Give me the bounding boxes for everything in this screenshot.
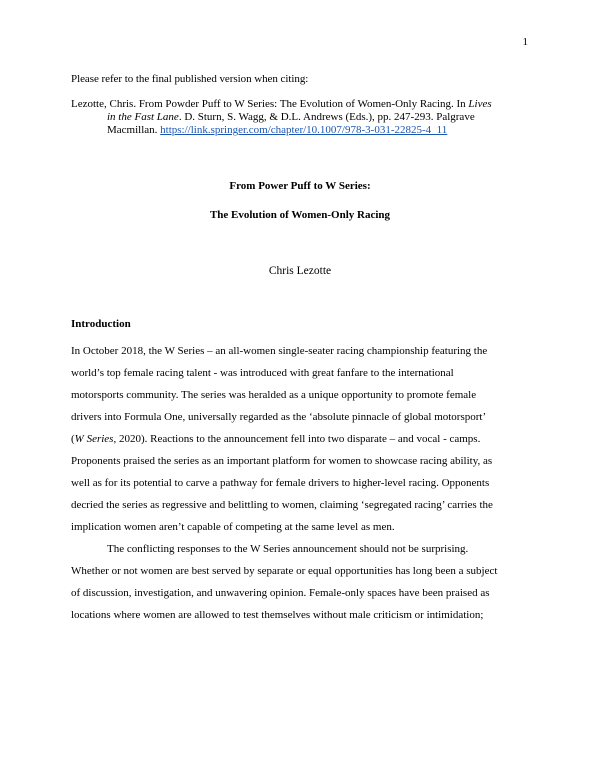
body-line: world’s top female racing talent - was introduced with great fanfare to the international [71,367,454,379]
body-line: locations where women are allowed to test themselves without male criticism or intimidation; [71,609,484,621]
book-title-cont: in the Fast Lane [107,111,179,123]
body-line: Proponents praised the series as an important platform for women to showcase racing ability, as [71,455,493,467]
citation-line-3 [71,124,531,137]
citation-link[interactable]: https://link.springer.com/chapter/10.1007/978-3-031-22825-4_11 [160,124,448,136]
body-line: decried the series as regressive and belittling to women, claiming ‘segregated racing’ carries the [71,499,493,511]
body-text [71,340,541,626]
citation-note: Please refer to the final published version when citing: [71,73,309,85]
body-line: Whether or not women are best served by separate or equal opportunities has long been a subject [71,565,498,577]
paper-title-line-1: From Power Puff to W Series: [229,180,371,192]
cited-source: W Series [74,433,114,445]
body-line: The conflicting responses to the W Series announcement should not be surprising. [107,543,469,555]
citation [71,98,531,137]
body-line [71,428,541,450]
paren: ( [71,433,75,445]
book-title: Lives [468,98,492,110]
paper-title-line-2: The Evolution of Women-Only Racing [209,209,391,221]
citation-line-1 [71,98,531,111]
body-line: well as for its potential to carve a pathway for female drivers to higher-level racing. Opponents [71,477,490,489]
citation-line-2 [71,111,531,124]
citation-text: Lezotte, Chris. From Powder Puff to W Series: The Evolution of Women-Only Racing. In [71,98,469,110]
body-line: motorsports community. The series was heralded as a unique opportunity to promote female [71,389,477,401]
author-name: Chris Lezotte [268,265,332,277]
citation-editors: . D. Sturn, S. Wagg, & D.L. Andrews (Eds.), pp. 247-293. Palgrave [178,111,475,123]
body-line: of discussion, investigation, and unwavering opinion. Female-only spaces have been praised as [71,587,490,599]
body-line: In October 2018, the W Series – an all-women single-seater racing championship featuring the [71,345,488,357]
body-text-rest: , 2020). Reactions to the announcement fell into two disparate – and vocal - camps. [113,433,481,445]
body-line: drivers into Formula One, universally regarded as the ‘absolute pinnacle of global motorsport’ [71,411,487,423]
citation-publisher: Macmillan. [107,124,161,136]
body-line: implication women aren’t capable of competing at the same level as men. [71,521,395,533]
section-heading: Introduction [71,318,131,330]
page-number: 1 [522,36,528,48]
